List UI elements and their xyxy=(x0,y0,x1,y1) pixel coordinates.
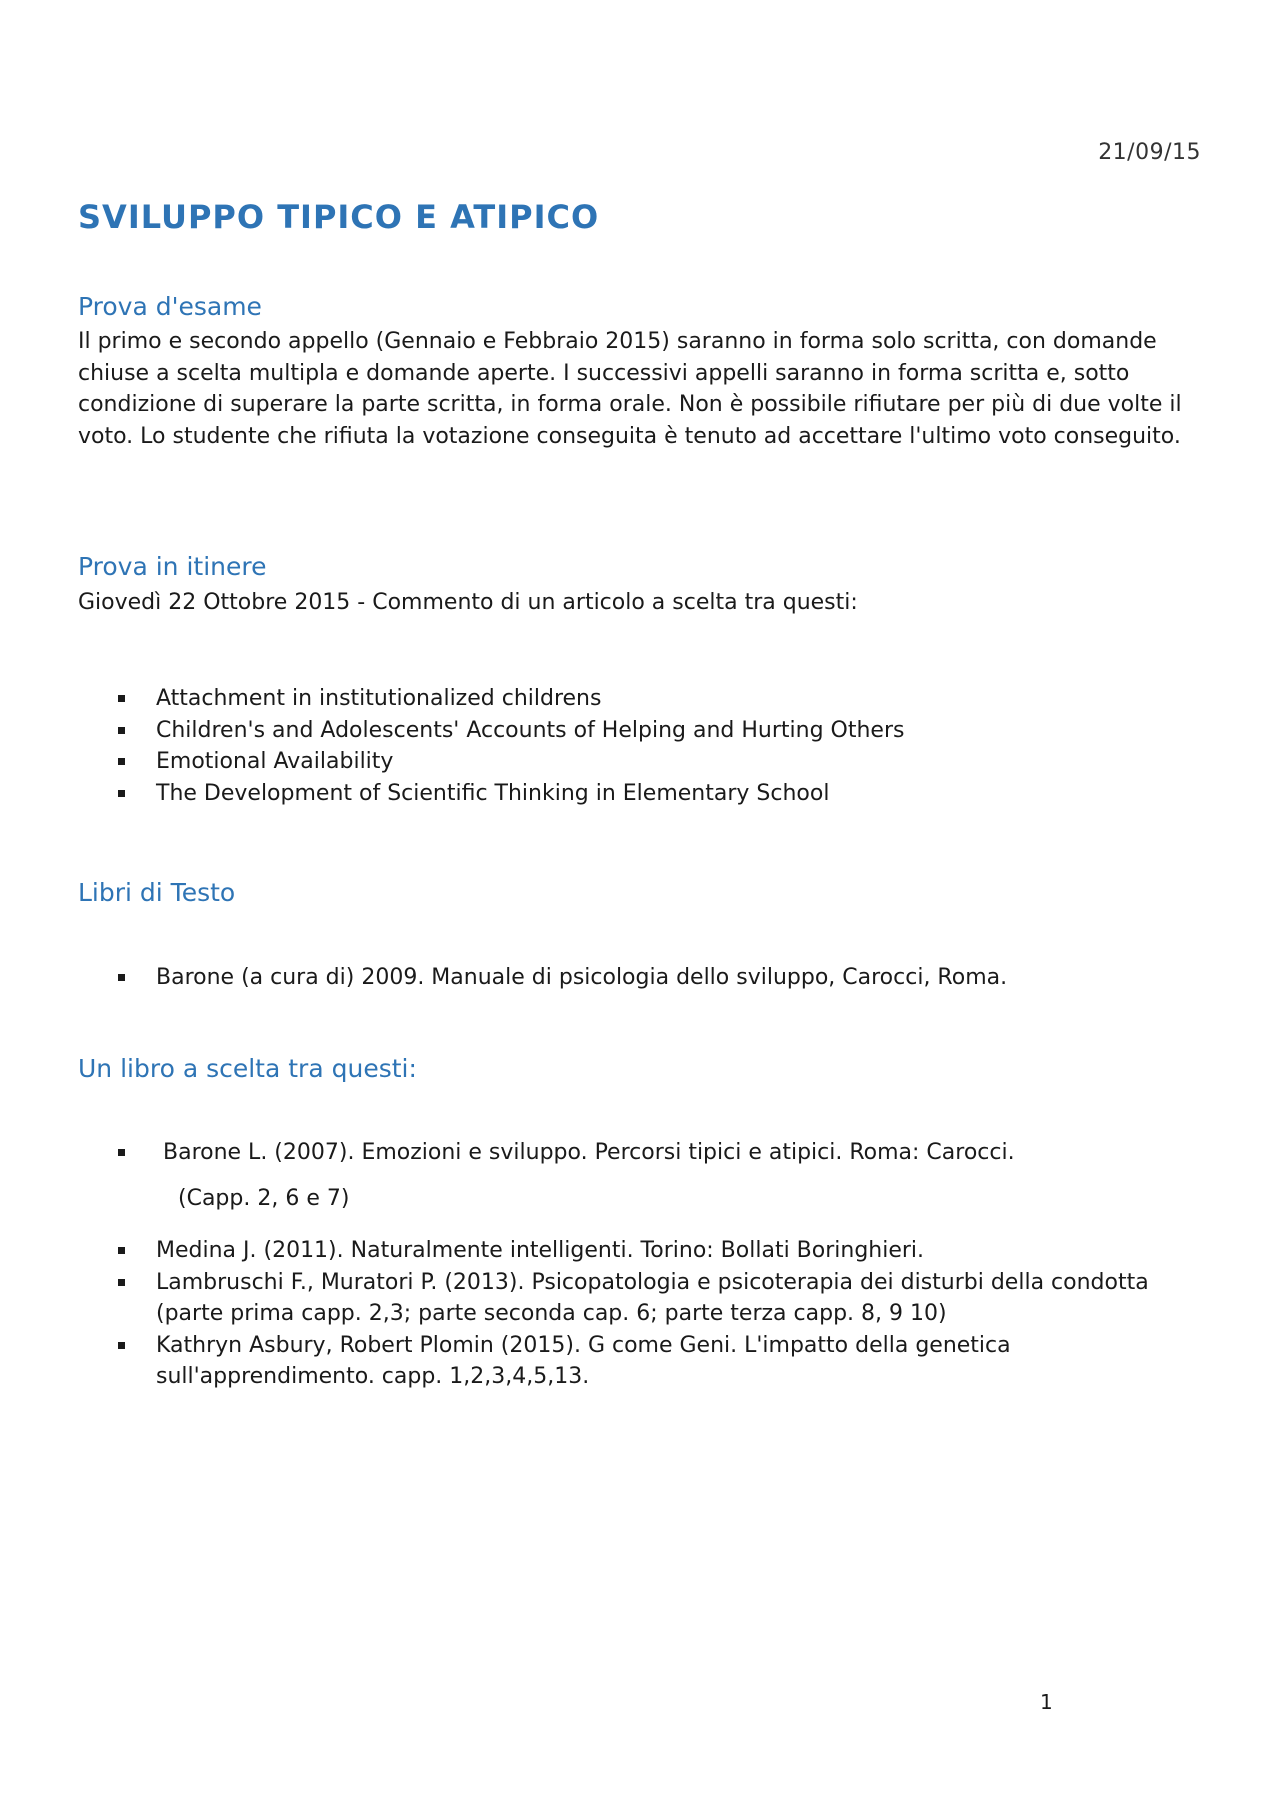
heading-libri-testo: Libri di Testo xyxy=(78,878,236,907)
bullet-icon xyxy=(118,727,125,734)
list-item xyxy=(0,683,904,715)
optional-book-list-first xyxy=(0,1137,1015,1169)
textbook-list xyxy=(0,962,1007,994)
list-item xyxy=(0,1267,1210,1330)
bullet-icon xyxy=(118,695,125,702)
list-item-text: The Development of Scientific Thinking in Elementary School xyxy=(156,780,830,806)
list-item-text: Lambruschi F., Muratori P. (2013). Psicopatologia e psicoterapia dei disturbi della condotta (parte prima capp. 2,3; parte seconda cap. 6; parte terza capp. 8, 9 10) xyxy=(156,1269,1149,1326)
bullet-icon xyxy=(118,974,125,981)
article-list xyxy=(0,683,904,809)
list-item-text: Kathryn Asbury, Robert Plomin (2015). G come Geni. L'impatto della genetica sull'apprendimento. capp. 1,2,3,4,5,13. xyxy=(156,1332,1011,1389)
list-item-text: Children's and Adolescents' Accounts of Helping and Hurting Others xyxy=(156,717,905,743)
paragraph-prova-esame: Il primo e secondo appello (Gennaio e Febbraio 2015) saranno in forma solo scritta, con domande chiuse a scelta multipla e domande aperte. I successivi appelli saranno in forma scritta e, sotto condizione di superare la parte scritta, in forma orale. Non è possibile rifiutare per più di due volte il voto. Lo studente che rifiuta la votazione conseguita è tenuto ad accettare l'ultimo voto conseguito. xyxy=(78,329,1182,449)
bullet-icon xyxy=(118,790,125,797)
bullet-icon xyxy=(118,1342,125,1349)
list-item-text: Attachment in institutionalized childrens xyxy=(156,686,602,711)
page-number: 1 xyxy=(1040,1690,1053,1714)
list-item xyxy=(0,1235,1210,1267)
heading-prova-esame: Prova d'esame xyxy=(78,292,262,321)
list-item xyxy=(0,715,904,747)
list-item-text: Medina J. (2011). Naturalmente intelligenti. Torino: Bollati Boringhieri. xyxy=(156,1238,925,1263)
bullet-icon xyxy=(118,1149,125,1156)
heading-libro-scelta: Un libro a scelta tra questi: xyxy=(78,1054,417,1083)
bullet-icon xyxy=(118,758,125,765)
optional-book-list xyxy=(0,1235,1210,1393)
bullet-icon xyxy=(118,1279,125,1286)
list-item-text: Emotional Availability xyxy=(156,749,394,774)
list-item-text: Barone L. (2007). Emozioni e sviluppo. Percorsi tipici e atipici. Roma: Carocci. xyxy=(156,1140,1015,1165)
list-item-note: (Capp. 2, 6 e 7) xyxy=(178,1186,350,1211)
list-item xyxy=(0,1330,1210,1393)
list-item xyxy=(0,962,1007,994)
list-item-text: Barone (a cura di) 2009. Manuale di psicologia dello sviluppo, Carocci, Roma. xyxy=(156,965,1008,990)
list-item xyxy=(0,746,904,778)
bullet-icon xyxy=(118,1247,125,1254)
paragraph-prova-itinere: Giovedì 22 Ottobre 2015 - Commento di un articolo a scelta tra questi: xyxy=(78,590,858,615)
document-title: SVILUPPO TIPICO E ATIPICO xyxy=(78,198,600,236)
heading-prova-itinere: Prova in itinere xyxy=(78,552,267,581)
list-item xyxy=(0,778,904,810)
list-item xyxy=(0,1137,1015,1169)
document-date: 21/09/15 xyxy=(1098,140,1201,165)
